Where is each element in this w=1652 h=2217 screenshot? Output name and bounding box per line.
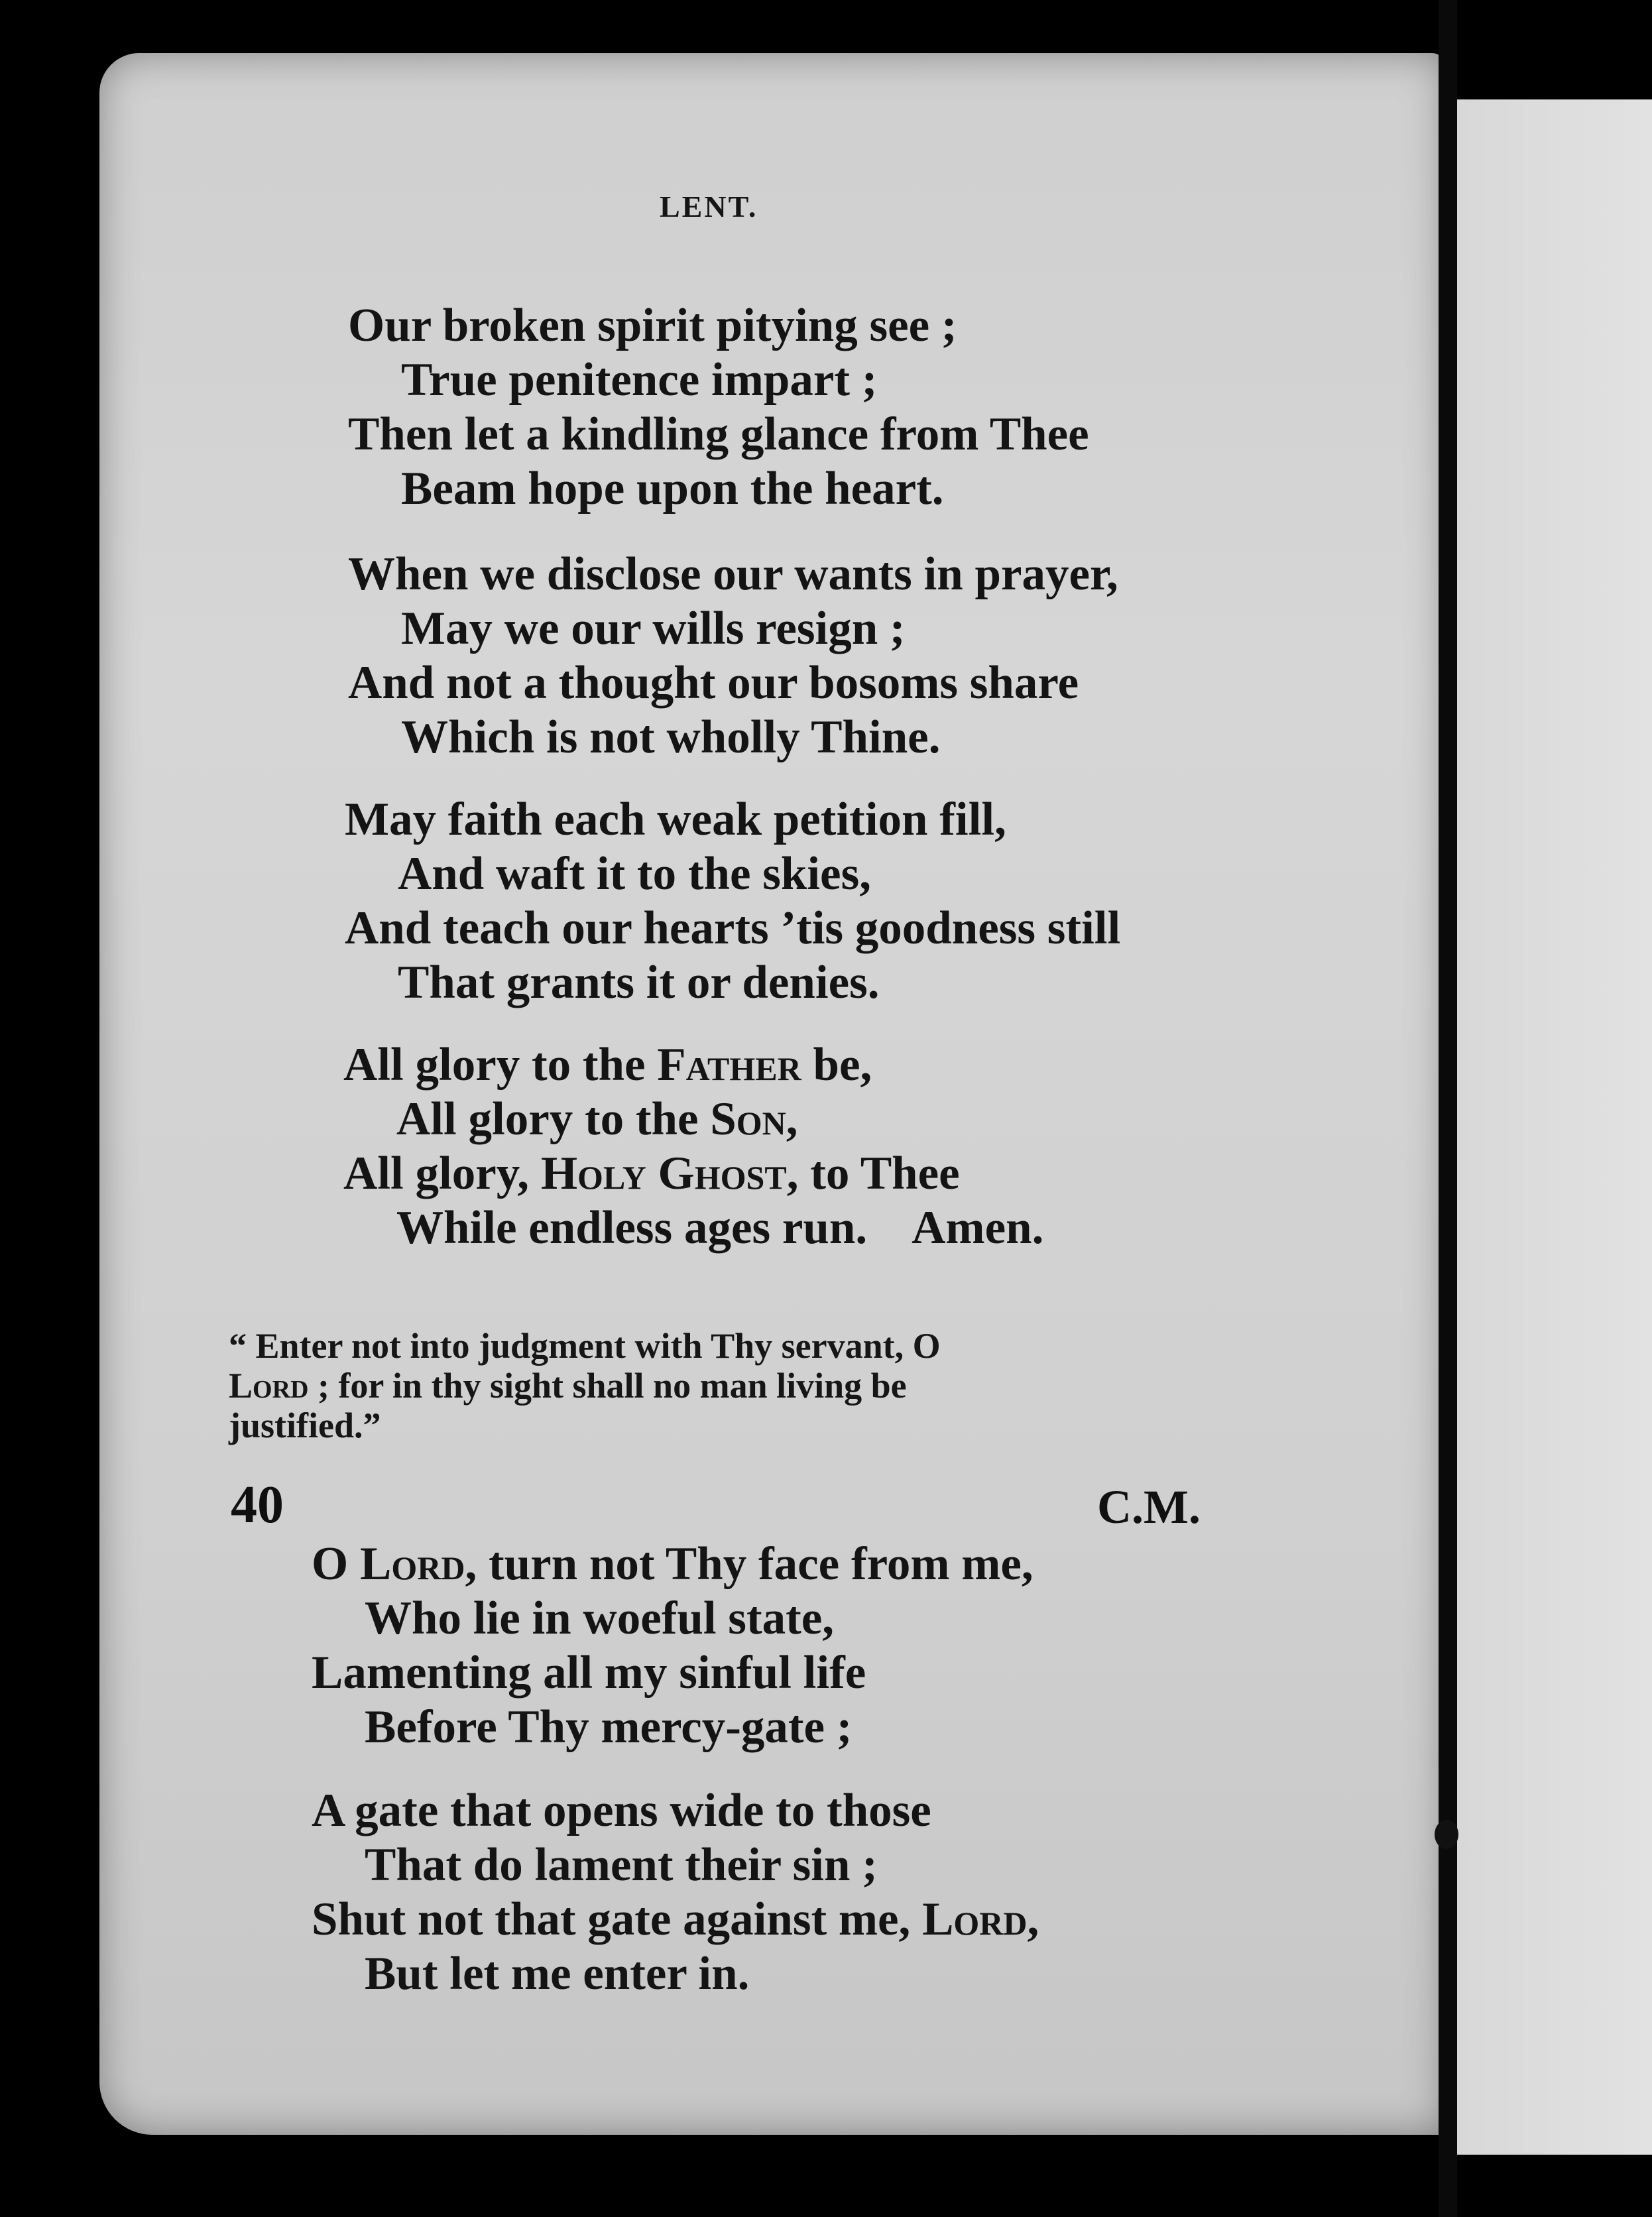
running-head: LENT.: [660, 190, 758, 223]
verse-line: Which is not wholly Thine.: [401, 711, 941, 763]
hymn-40-stanza-1: [312, 1537, 1033, 1754]
verse-line: Who lie in woeful state,: [365, 1592, 834, 1644]
hymn-40-stanza-2: [312, 1783, 1039, 2001]
verse-line: While endless ages run. Amen.: [396, 1202, 1044, 1254]
epigraph-line: justified.”: [229, 1406, 381, 1445]
verse-line: That grants it or denies.: [398, 957, 880, 1008]
verse-line: All glory to the Father be,: [343, 1039, 872, 1091]
verse-line: True penitence impart ;: [401, 354, 878, 406]
verse-line: May we our wills resign ;: [401, 603, 906, 654]
verse-line: Then let a kindling glance from Thee: [348, 408, 1089, 460]
verse-line: But let me enter in.: [365, 1948, 750, 2000]
facing-page-edge: [1457, 99, 1652, 2155]
verse-line: A gate that opens wide to those: [312, 1785, 931, 1836]
binding-mark: [1435, 1820, 1458, 1849]
hymn-meter: C.M.: [1097, 1480, 1201, 1533]
verse-line: Lamenting all my sinful life: [312, 1647, 866, 1699]
verse-line: And teach our hearts ’tis goodness still: [345, 902, 1121, 954]
verse-line: Before Thy mercy-gate ;: [365, 1701, 853, 1753]
verse-line: Our broken spirit pitying see ;: [348, 300, 957, 351]
stanza-3: [345, 792, 1120, 1010]
verse-line: That do lament their sin ;: [365, 1839, 878, 1891]
scripture-epigraph: [229, 1326, 1210, 1445]
verse-line: Beam hope upon the heart.: [401, 463, 944, 514]
book-gutter: [1439, 0, 1457, 2217]
verse-line: When we disclose our wants in prayer,: [348, 548, 1118, 600]
stanza-4-doxology: [343, 1038, 1043, 1255]
verse-line: O Lord, turn not Thy face from me,: [312, 1538, 1033, 1590]
verse-line: Shut not that gate against me, Lord,: [312, 1893, 1039, 1945]
stanza-2: [348, 547, 1118, 764]
verse-line: All glory, Holy Ghost, to Thee: [343, 1148, 960, 1199]
verse-line: All glory to the Son,: [396, 1093, 798, 1145]
stanza-1: [348, 298, 1089, 516]
epigraph-line: “ Enter not into judgment with Thy servant, O: [229, 1326, 941, 1366]
epigraph-line: Lord ; for in thy sight shall no man living be: [229, 1366, 907, 1406]
verse-line: And waft it to the skies,: [398, 848, 871, 900]
verse-line: And not a thought our bosoms share: [348, 657, 1079, 709]
verse-line: May faith each weak petition fill,: [345, 794, 1006, 845]
hymn-number: 40: [231, 1476, 284, 1534]
